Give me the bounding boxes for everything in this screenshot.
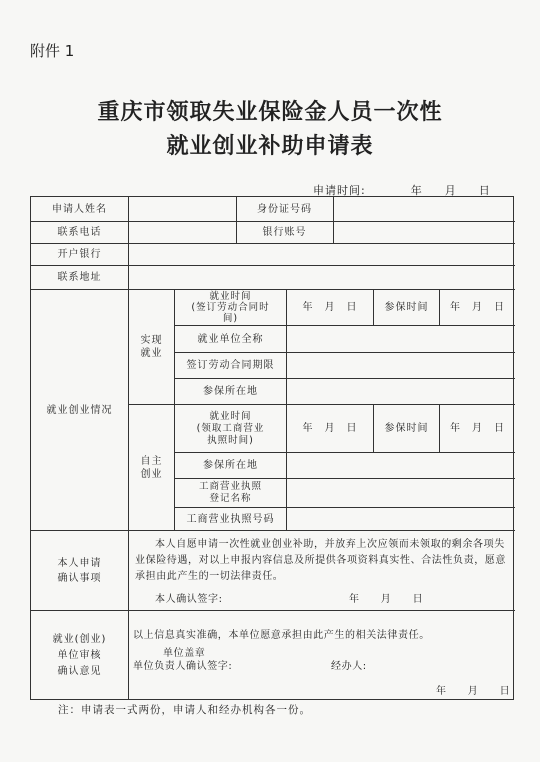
confirm-sign-label: 本人确认签字: <box>155 594 223 605</box>
reviewer-label: 就业(创业) 单位审核 确认意见 <box>52 634 107 677</box>
address-field[interactable] <box>129 266 515 289</box>
confirm-date: 年 月 日 <box>349 594 424 605</box>
confirm-signature-field[interactable] <box>231 588 321 602</box>
license-name-field[interactable] <box>287 479 515 507</box>
insurance-place-label: 参保所在地 <box>203 386 258 397</box>
apply-time-day: 日 <box>478 184 491 197</box>
applicant-name-label: 申请人姓名 <box>52 203 107 215</box>
license-number-field[interactable] <box>287 508 515 530</box>
license-number-label: 工商营业执照号码 <box>186 513 275 525</box>
self-employed-label: 自主 创业 <box>140 455 163 480</box>
insurance-time-label: 参保时间 <box>384 302 429 313</box>
contract-term-label: 签订劳动合同期限 <box>186 360 275 371</box>
apply-time-year: 年 <box>410 184 423 197</box>
footnote: 注：申请表一式两份，申请人和经办机构各一份。 <box>58 704 311 716</box>
phone-field[interactable] <box>129 222 236 243</box>
insurance-place-field-2[interactable] <box>287 453 515 478</box>
apply-time-month: 月 <box>444 184 457 197</box>
insurance-date-field-2[interactable]: 年 月 日 <box>450 423 505 434</box>
employment-time-license-label: 就业时间 (领取工商营业 执照时间) <box>196 410 265 446</box>
bank-field[interactable] <box>129 244 515 265</box>
confirm-statement: 本人自愿申请一次性就业创业补助，并放弃上次应领而未领取的剩余各项失业保险待遇，对以上申报内容信息及所提供各项资料真实性、合法性负责，愿意承担由此产生的一切法律责任。 <box>135 539 506 582</box>
employment-time-contract-label: 就业时间 (签订劳动合同时 间) <box>191 291 270 324</box>
employer-name-label: 就业单位全称 <box>197 333 264 345</box>
application-form-table <box>30 196 514 700</box>
license-date-field[interactable]: 年 月 日 <box>302 423 358 434</box>
phone-label: 联系电话 <box>57 227 102 238</box>
insurance-time-label-2: 参保时间 <box>384 423 429 434</box>
employer-name-field[interactable] <box>287 326 515 352</box>
seal-label: 单位盖章 <box>163 648 206 659</box>
unit-sign-label: 单位负责人确认签字: <box>133 661 233 672</box>
id-number-field[interactable] <box>334 197 515 221</box>
reviewer-statement: 以上信息真实准确，本单位愿意承担由此产生的相关法律责任。 <box>133 630 430 641</box>
insurance-place-field[interactable] <box>287 379 515 404</box>
insurance-place-label-2: 参保所在地 <box>203 460 258 471</box>
form-title-line2: 就业创业补助申请表 <box>166 133 374 159</box>
id-number-label: 身份证号码 <box>257 203 312 215</box>
apply-time-label: 申请时间: <box>313 184 366 197</box>
employed-label: 实现 就业 <box>140 335 163 359</box>
form-title-line1: 重庆市领取失业保险金人员一次性 <box>97 99 443 125</box>
confirm-label: 本人申请 确认事项 <box>57 557 102 584</box>
contract-term-field[interactable] <box>287 353 515 378</box>
handler-label: 经办人: <box>331 661 367 672</box>
bank-account-field[interactable] <box>334 222 515 243</box>
applicant-name-field[interactable] <box>129 197 236 221</box>
attachment-label: 附件 1 <box>30 42 75 60</box>
bank-label: 开户银行 <box>57 249 102 260</box>
reviewer-date: 年 月 日 <box>436 686 511 697</box>
address-label: 联系地址 <box>57 272 102 283</box>
col-divider <box>128 530 129 700</box>
employment-status-label: 就业创业情况 <box>46 404 113 416</box>
bank-account-label: 银行账号 <box>262 227 307 238</box>
insurance-date-field[interactable]: 年 月 日 <box>450 302 505 313</box>
license-name-label: 工商营业执照 登记名称 <box>198 481 262 504</box>
employment-date-field[interactable]: 年 月 日 <box>302 302 358 313</box>
